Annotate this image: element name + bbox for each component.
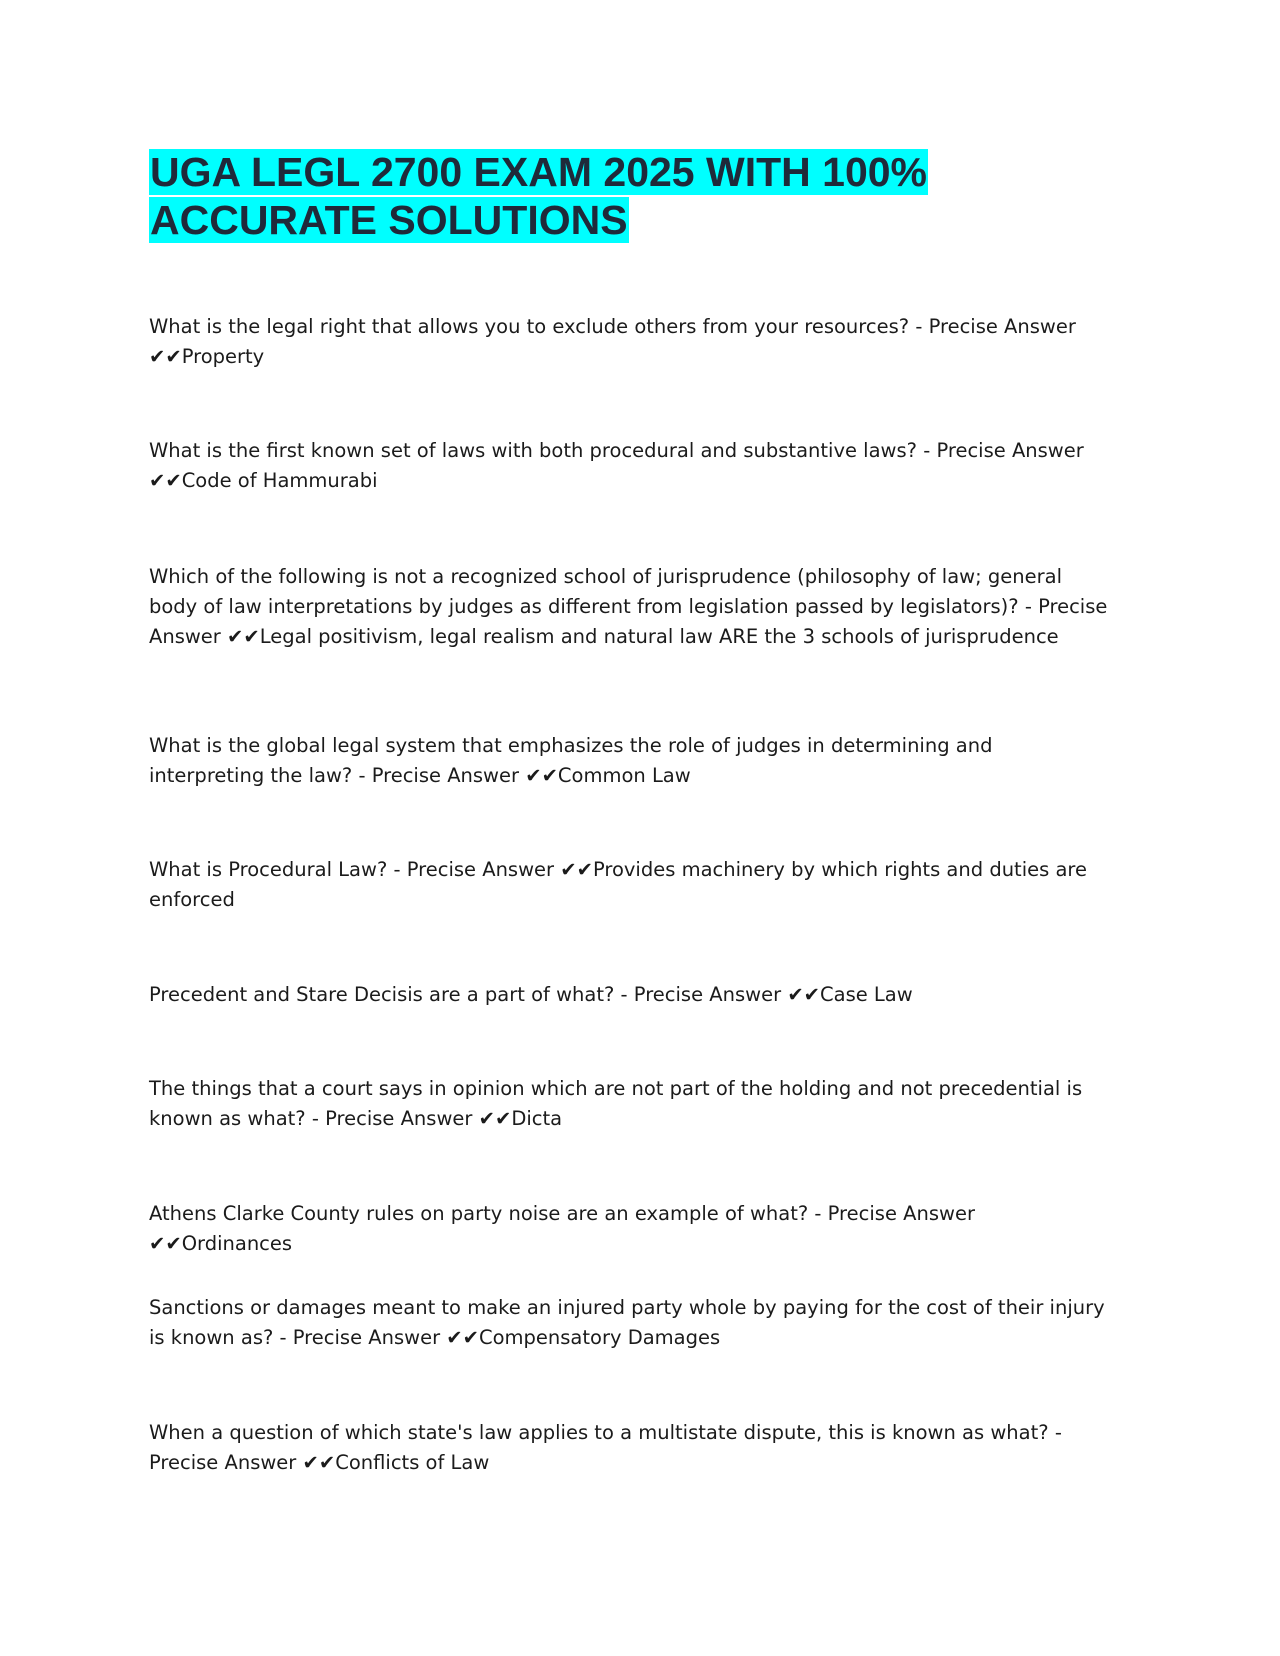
check-marks-icon: ✔✔ [525, 764, 558, 787]
title-highlight: UGA LEGL 2700 EXAM 2025 WITH 100% ACCURATE SOLUTIONS [150, 149, 927, 243]
answer-prefix: - Precise Answer [620, 983, 782, 1006]
qa-item-5 [149, 855, 1109, 915]
answer-prefix: - Precise Answer [311, 1107, 473, 1130]
qa-item-3 [149, 562, 1109, 652]
question-text: The things that a court says in opinion which are not part of the holding and not precedential is known as what? [149, 1077, 1083, 1130]
answer-prefix: - Precise Answer [358, 764, 520, 787]
check-marks-icon: ✔✔ [446, 1326, 479, 1349]
answer-prefix: - Precise Answer [149, 595, 1108, 648]
question-text: Precedent and Stare Decisis are a part of what? [149, 983, 615, 1006]
answer-prefix: - Precise Answer [814, 1202, 975, 1225]
answer-text: Legal positivism, legal realism and natural law ARE the 3 schools of jurisprudence [259, 625, 1059, 648]
answer-text: Code of Hammurabi [181, 469, 378, 492]
check-marks-icon: ✔✔ [149, 1232, 182, 1255]
answer-prefix: - Precise Answer [393, 858, 555, 881]
question-text: What is the first known set of laws with both procedural and substantive laws? [149, 439, 918, 462]
check-marks-icon: ✔✔ [227, 625, 260, 648]
answer-text: Property [181, 345, 265, 368]
question-text: When a question of which state's law applies to a multistate dispute, this is known as what? [149, 1421, 1049, 1444]
answer-prefix: - Precise Answer [923, 439, 1084, 462]
qa-item-9 [149, 1293, 1109, 1353]
document-title [149, 148, 1149, 244]
qa-item-4 [149, 731, 1109, 791]
qa-item-1 [149, 312, 1109, 372]
answer-prefix: - Precise Answer [279, 1326, 441, 1349]
qa-item-7 [149, 1074, 1109, 1134]
answer-text: Case Law [820, 983, 913, 1006]
answer-text: Compensatory Damages [478, 1326, 721, 1349]
question-text: What is the global legal system that emphasizes the role of judges in determining and interpreting the law? [149, 734, 993, 787]
question-text: Athens Clarke County rules on party noise are an example of what? [149, 1202, 809, 1225]
check-marks-icon: ✔✔ [560, 858, 593, 881]
answer-text: Ordinances [181, 1232, 293, 1255]
qa-item-10 [149, 1418, 1109, 1478]
answer-text: Dicta [511, 1107, 563, 1130]
answer-prefix: - Precise Answer [149, 1421, 1062, 1474]
answer-text: Conflicts of Law [335, 1451, 490, 1474]
check-marks-icon: ✔✔ [787, 983, 820, 1006]
check-marks-icon: ✔✔ [478, 1107, 512, 1130]
question-text: What is the legal right that allows you to exclude others from your resources? [149, 315, 910, 338]
qa-item-2 [149, 436, 1109, 496]
answer-text: Provides machinery by which rights and duties are enforced [149, 858, 1088, 911]
check-marks-icon: ✔✔ [302, 1451, 336, 1474]
qa-item-8 [149, 1199, 1109, 1259]
answer-text: Common Law [557, 764, 691, 787]
question-text: Which of the following is not a recognized school of jurisprudence (philosophy of law; general body of law interpretations by judges as different from legislation passed by legislators)? [149, 565, 1063, 618]
qa-item-6 [149, 980, 1109, 1010]
question-text: Sanctions or damages meant to make an injured party whole by paying for the cost of their injury is known as? [149, 1296, 1105, 1349]
question-text: What is Procedural Law? [149, 858, 388, 881]
check-marks-icon: ✔✔ [149, 469, 182, 492]
check-marks-icon: ✔✔ [149, 345, 182, 368]
answer-prefix: - Precise Answer [915, 315, 1076, 338]
